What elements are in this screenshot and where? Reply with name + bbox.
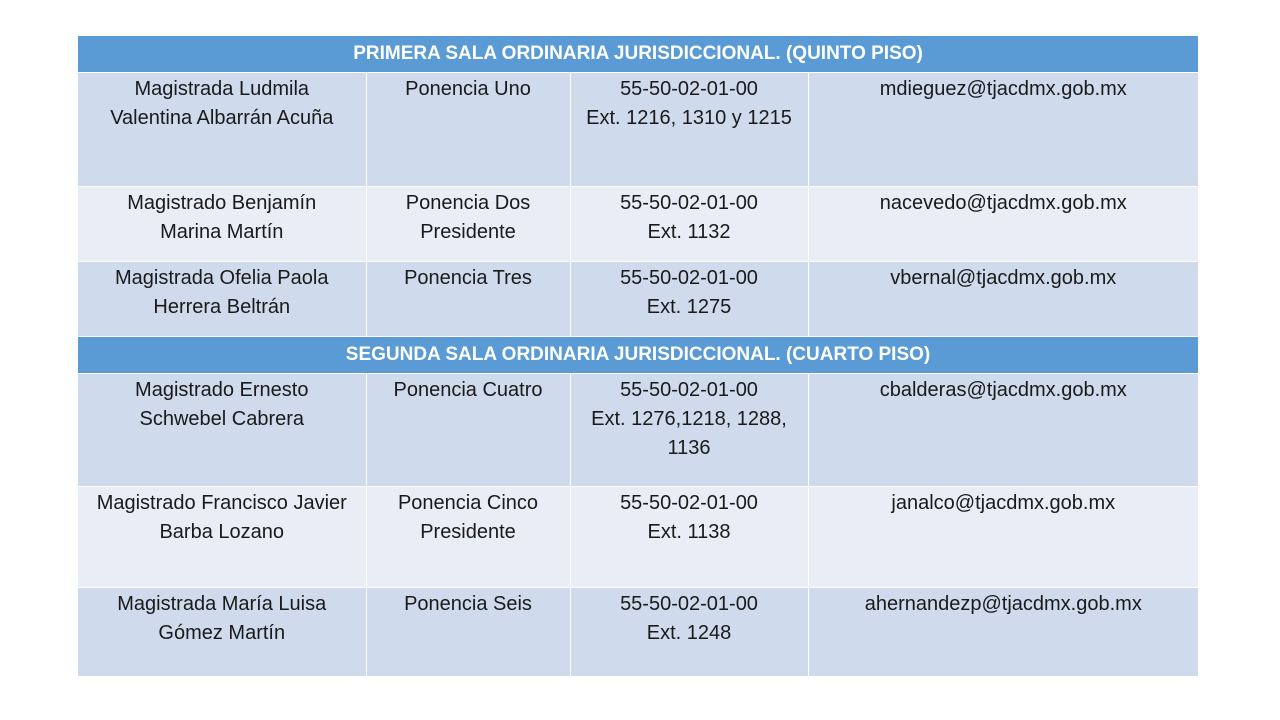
ponencia-line: Ponencia Tres — [404, 267, 532, 289]
table-row — [78, 73, 1198, 187]
phone-line: 55-50-02-01-00 — [620, 379, 758, 401]
phone-line: 55-50-02-01-00 — [620, 192, 758, 214]
table-row — [78, 487, 1198, 588]
name-line: Magistrada Ofelia Paola — [115, 267, 329, 289]
sala-header-row — [78, 36, 1198, 73]
magistrate-name — [78, 588, 366, 677]
phone-line: 55-50-02-01-00 — [620, 78, 758, 100]
email: cbalderas@tjacdmx.gob.mx — [808, 374, 1198, 487]
phone-line: Ext. 1276,1218, 1288, — [591, 408, 787, 430]
name-line: Schwebel Cabrera — [139, 408, 305, 430]
name-line: Herrera Beltrán — [153, 296, 291, 318]
sala-title: SEGUNDA SALA ORDINARIA JURISDICCIONAL. (CUARTO PISO) — [78, 337, 1198, 374]
phone-line: Ext. 1138 — [647, 521, 731, 543]
phone-line: Ext. 1275 — [646, 296, 732, 318]
name-line: Magistrado Benjamín — [127, 192, 317, 214]
ponencia — [366, 588, 570, 677]
sala-title: PRIMERA SALA ORDINARIA JURISDICCIONAL. (QUINTO PISO) — [78, 36, 1198, 73]
sala-header-row — [78, 337, 1198, 374]
table-row — [78, 187, 1198, 262]
name-line: Magistrada María Luisa — [117, 593, 327, 615]
ponencia-line: Ponencia Cuatro — [393, 379, 543, 401]
phone-line: 55-50-02-01-00 — [620, 267, 758, 289]
email: ahernandezp@tjacdmx.gob.mx — [808, 588, 1198, 677]
ponencia — [366, 262, 570, 337]
phone — [570, 588, 808, 677]
phone — [570, 73, 808, 187]
magistrate-name — [78, 73, 366, 187]
phone-line: Ext. 1132 — [647, 221, 731, 243]
ponencia-line: Ponencia Dos — [405, 192, 531, 214]
name-line: Magistrada Ludmila — [134, 78, 310, 100]
ponencia-line: Presidente — [420, 221, 516, 243]
ponencia — [366, 73, 570, 187]
phone — [570, 487, 808, 588]
phone-line: Ext. 1216, 1310 y 1215 — [586, 107, 792, 129]
ponencia-line: Presidente — [420, 521, 516, 543]
name-line: Magistrado Ernesto — [135, 379, 309, 401]
email: nacevedo@tjacdmx.gob.mx — [808, 187, 1198, 262]
table-row — [78, 374, 1198, 487]
email: mdieguez@tjacdmx.gob.mx — [808, 73, 1198, 187]
name-line: Marina Martín — [160, 221, 284, 243]
name-line: Barba Lozano — [159, 521, 285, 543]
email: janalco@tjacdmx.gob.mx — [808, 487, 1198, 588]
ponencia — [366, 487, 570, 588]
ponencia — [366, 374, 570, 487]
table-row — [78, 588, 1198, 677]
ponencia-line: Ponencia Cinco — [397, 492, 539, 514]
ponencia — [366, 187, 570, 262]
email: vbernal@tjacdmx.gob.mx — [808, 262, 1198, 337]
name-line: Valentina Albarrán Acuña — [110, 107, 334, 129]
ponencia-line: Ponencia Seis — [404, 593, 532, 615]
phone-line: Ext. 1248 — [646, 622, 732, 644]
phone-line: 55-50-02-01-00 — [620, 492, 758, 514]
magistrate-name — [78, 187, 366, 262]
ponencia-line: Ponencia Uno — [405, 78, 531, 100]
name-line: Magistrado Francisco Javier — [96, 492, 347, 514]
magistrate-name — [78, 374, 366, 487]
magistrate-name — [78, 487, 366, 588]
table-row — [78, 262, 1198, 337]
phone-line: 55-50-02-01-00 — [620, 593, 758, 615]
phone — [570, 262, 808, 337]
phone — [570, 374, 808, 487]
phone — [570, 187, 808, 262]
name-line: Gómez Martín — [158, 622, 286, 644]
phone-line: 1136 — [667, 437, 711, 459]
magistrate-name — [78, 262, 366, 337]
directory-table — [78, 36, 1198, 677]
